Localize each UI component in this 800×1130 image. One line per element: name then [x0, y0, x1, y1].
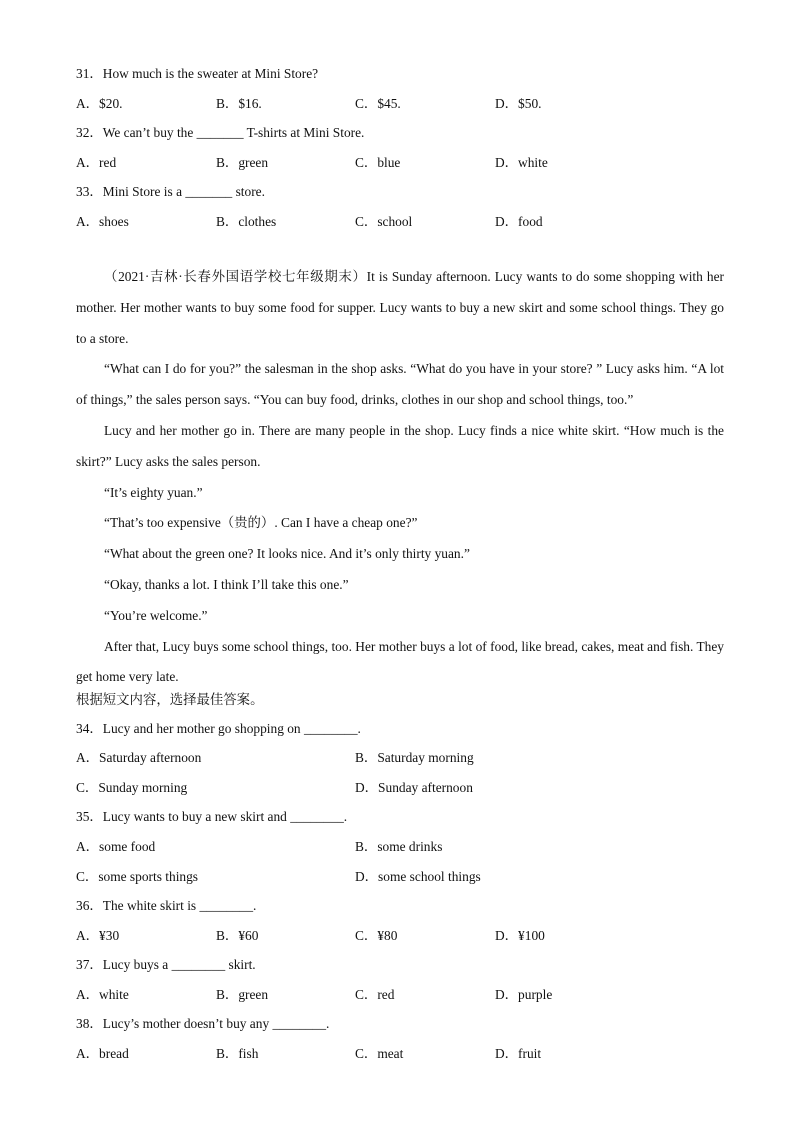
- option-row: [76, 836, 756, 856]
- question-stem: 36．The white skirt is ________.: [76, 898, 257, 913]
- option-row: [76, 93, 756, 113]
- passage-paragraph: “That’s too expensive（贵的）. Can I have a cheap one?”: [104, 515, 418, 531]
- option-row: [76, 866, 756, 886]
- option-b: B．some drinks: [355, 839, 443, 854]
- question-stem: 35．Lucy wants to buy a new skirt and ________.: [76, 809, 348, 824]
- passage-paragraph: “You’re welcome.”: [104, 607, 208, 623]
- option-c: C．¥80: [355, 928, 398, 943]
- reading-passage: [76, 262, 724, 693]
- option-b: B．Saturday morning: [355, 750, 474, 765]
- option-a: A．red: [76, 155, 117, 170]
- option-d: D．Sunday afternoon: [355, 780, 473, 795]
- option-c: C．$45.: [355, 96, 401, 111]
- option-c: C．Sunday morning: [76, 780, 188, 795]
- option-c: C．school: [355, 214, 413, 229]
- option-row: [76, 984, 756, 1004]
- question-stem: 31．How much is the sweater at Mini Store?: [76, 66, 319, 81]
- passage-paragraph: After that, Lucy buys some school things, too. Her mother buys a lot of food, like bread, cakes, meat and fish. They get home very late.: [76, 638, 724, 685]
- option-d: D．purple: [495, 987, 553, 1002]
- passage-paragraph: “Okay, thanks a lot. I think I’ll take this one.”: [104, 576, 349, 592]
- passage-paragraph: “What can I do for you?” the salesman in the shop asks. “What do you have in your store? ” Lucy asks him. “A lot of things,” the sales person says. “You can buy food, drinks, clothes in our shop and school things, too.”: [76, 361, 724, 408]
- option-d: D．some school things: [355, 869, 481, 884]
- option-d: D．white: [495, 155, 548, 170]
- option-c: C．some sports things: [76, 869, 199, 884]
- question-stem: 37．Lucy buys a ________ skirt.: [76, 957, 256, 972]
- option-d: D．food: [495, 214, 543, 229]
- option-b: B．green: [216, 987, 269, 1002]
- option-d: D．fruit: [495, 1046, 542, 1061]
- option-a: A．¥30: [76, 928, 120, 943]
- option-row: [76, 777, 756, 797]
- option-c: C．blue: [355, 155, 401, 170]
- passage-paragraph: （2021·吉林·长春外国语学校七年级期末）It is Sunday afternoon. Lucy wants to do some shopping with her mother. Her mother wants to buy some food for supper. Lucy wants to buy a new skirt and some school things. They go to a store.: [76, 269, 724, 346]
- option-b: B．green: [216, 155, 269, 170]
- option-b: B．clothes: [216, 214, 277, 229]
- option-a: A．$20.: [76, 96, 123, 111]
- option-d: D．$50.: [495, 96, 542, 111]
- question-stem: 38．Lucy’s mother doesn’t buy any ________.: [76, 1016, 330, 1031]
- option-row: [76, 747, 756, 767]
- passage-paragraph: “What about the green one? It looks nice. And it’s only thirty yuan.”: [104, 546, 470, 562]
- question-stem: 32．We can’t buy the _______ T-shirts at Mini Store.: [76, 125, 365, 140]
- option-row: [76, 1043, 756, 1063]
- option-row: [76, 152, 756, 172]
- option-a: A．Saturday afternoon: [76, 750, 202, 765]
- option-c: C．meat: [355, 1046, 404, 1061]
- option-a: A．white: [76, 987, 129, 1002]
- option-b: B．$16.: [216, 96, 262, 111]
- option-d: D．¥100: [495, 928, 545, 943]
- option-b: B．fish: [216, 1046, 259, 1061]
- option-b: B．¥60: [216, 928, 259, 943]
- passage-paragraph: “It’s eighty yuan.”: [104, 484, 203, 500]
- question-stem: 34．Lucy and her mother go shopping on ________.: [76, 721, 361, 736]
- option-c: C．red: [355, 987, 395, 1002]
- option-row: [76, 211, 756, 231]
- option-a: A．bread: [76, 1046, 129, 1061]
- option-a: A．some food: [76, 839, 156, 854]
- instruction-text: 根据短文内容，选择最佳答案。: [76, 692, 264, 707]
- option-a: A．shoes: [76, 214, 129, 229]
- option-row: [76, 925, 756, 945]
- question-stem: 33．Mini Store is a _______ store.: [76, 184, 265, 199]
- passage-paragraph: Lucy and her mother go in. There are many people in the shop. Lucy finds a nice white skirt. “How much is the skirt?” Lucy asks the sales person.: [76, 422, 724, 469]
